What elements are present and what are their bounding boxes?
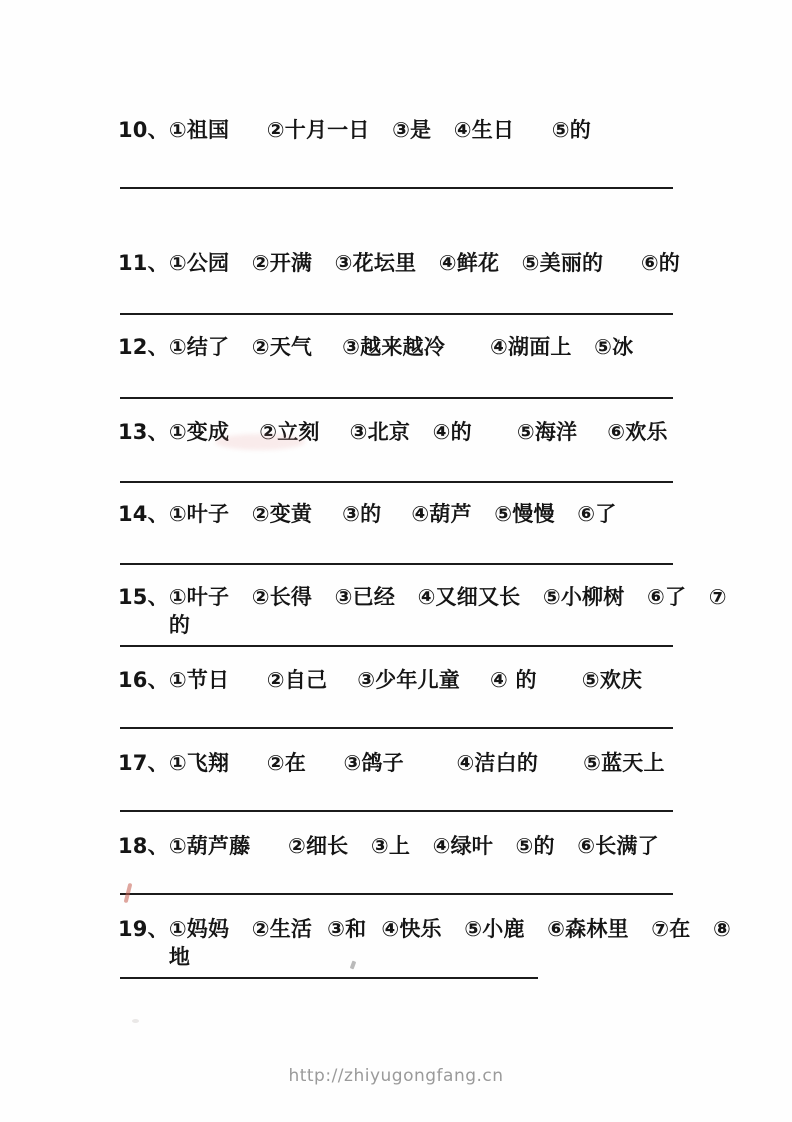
answer-line xyxy=(120,563,673,565)
item-number: 17、 xyxy=(118,751,169,775)
item-number: 12、 xyxy=(118,335,169,359)
answer-line xyxy=(120,977,538,979)
item-number: 11、 xyxy=(118,251,169,275)
answer-line xyxy=(120,397,673,399)
answer-line xyxy=(120,313,673,315)
item-words: ①葫芦藤 ②细长 ③上 ④绿叶 ⑤的 ⑥长满了 xyxy=(168,834,659,858)
answer-line xyxy=(120,810,673,812)
exercise-item-18 xyxy=(118,832,732,860)
answer-line xyxy=(120,481,673,483)
answer-line xyxy=(120,893,673,895)
item-number: 18、 xyxy=(118,834,169,858)
exercise-item-13 xyxy=(118,418,732,446)
item-number: 19、 xyxy=(118,917,169,941)
item-words: ①节日 ②自己 ③少年儿童 ④ 的 ⑤欢庆 xyxy=(168,668,643,692)
item-words: ①公园 ②开满 ③花坛里 ④鲜花 ⑤美丽的 ⑥的 xyxy=(168,251,680,275)
item-number: 10、 xyxy=(118,118,169,142)
answer-line xyxy=(120,187,673,189)
item-number: 14、 xyxy=(118,502,169,526)
exercise-item-16 xyxy=(118,666,732,694)
item-number: 16、 xyxy=(118,668,169,692)
exercise-item-10 xyxy=(118,116,732,144)
exercise-item-19 xyxy=(118,915,732,971)
answer-line xyxy=(120,645,673,647)
exercise-item-12 xyxy=(118,333,732,361)
item-words: ①叶子 ②长得 ③已经 ④又细又长 ⑤小柳树 ⑥了 ⑦的 xyxy=(168,585,727,637)
exercise-item-11 xyxy=(118,249,732,277)
scan-smudge-artifact xyxy=(215,434,305,450)
answer-line xyxy=(120,727,673,729)
footer-url: http://zhiyugongfang.cn xyxy=(288,1066,504,1086)
item-words: ①叶子 ②变黄 ③的 ④葫芦 ⑤慢慢 ⑥了 xyxy=(168,502,617,526)
item-number: 15、 xyxy=(118,585,169,609)
exercise-item-17 xyxy=(118,749,732,777)
item-number: 13、 xyxy=(118,420,169,444)
item-words: ①变成 ②立刻 ③北京 ④的 ⑤海洋 ⑥欢乐 xyxy=(168,420,668,444)
item-words: ①结了 ②天气 ③越来越冷 ④湖面上 ⑤冰 xyxy=(168,335,634,359)
scan-speck-artifact xyxy=(132,1019,139,1023)
exercise-item-14 xyxy=(118,500,732,528)
item-words: ①祖国 ②十月一日 ③是 ④生日 ⑤的 xyxy=(168,118,591,142)
item-words: ①飞翔 ②在 ③鸽子 ④洁白的 ⑤蓝天上 xyxy=(168,751,665,775)
item-words: ①妈妈 ②生活 ③和 ④快乐 ⑤小鹿 ⑥森林里 ⑦在 ⑧地 xyxy=(168,917,731,969)
exercise-item-15 xyxy=(118,583,732,639)
